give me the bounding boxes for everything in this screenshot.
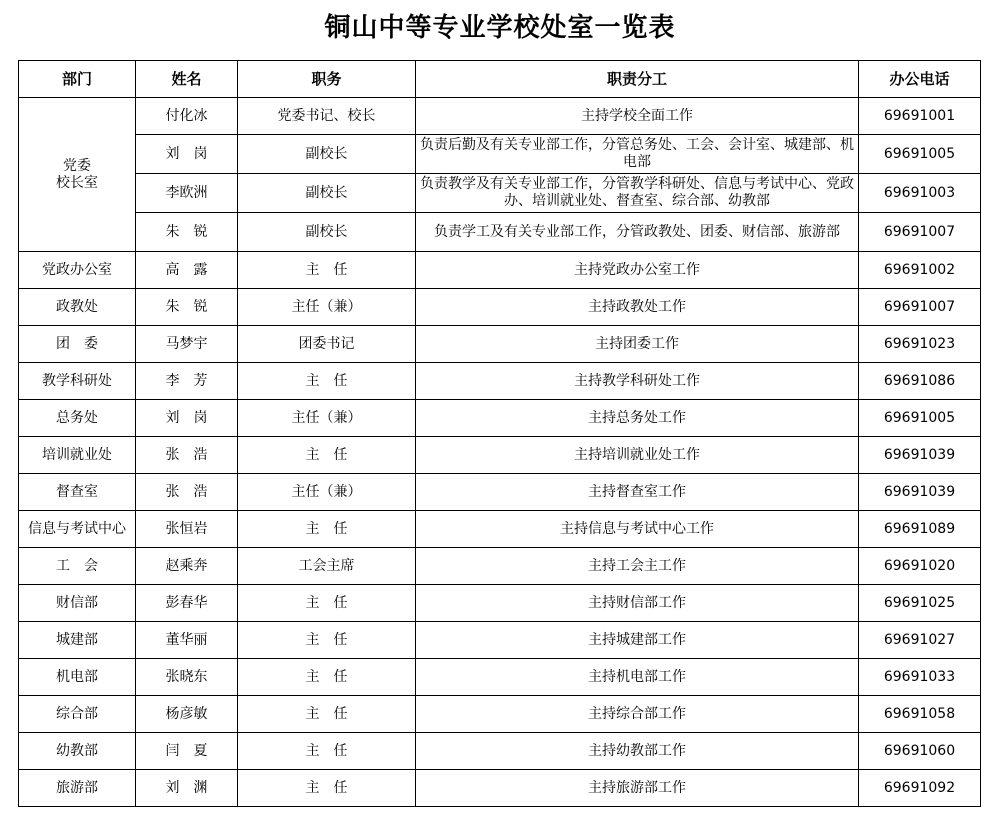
table-row (19, 363, 981, 400)
table-row (19, 213, 981, 252)
cell-name: 马梦宇 (136, 326, 238, 363)
cell-name: 朱 锐 (136, 289, 238, 326)
cell-name: 李 芳 (136, 363, 238, 400)
cell-phone: 69691003 (859, 174, 981, 213)
cell-dept: 旅游部 (19, 770, 136, 807)
cell-dept: 城建部 (19, 622, 136, 659)
cell-phone: 69691060 (859, 733, 981, 770)
cell-duty: 主持机电部工作 (416, 659, 859, 696)
cell-dept: 党政办公室 (19, 252, 136, 289)
header-position: 职务 (238, 61, 416, 98)
cell-duty: 负责后勤及有关专业部工作，分管总务处、工会、会计室、城建部、机电部 (416, 135, 859, 174)
cell-position: 工会主席 (238, 548, 416, 585)
cell-position: 主 任 (238, 733, 416, 770)
cell-duty: 主持团委工作 (416, 326, 859, 363)
cell-dept: 工 会 (19, 548, 136, 585)
cell-dept: 财信部 (19, 585, 136, 622)
cell-duty: 负责学工及有关专业部工作，分管政教处、团委、财信部、旅游部 (416, 213, 859, 252)
cell-dept: 教学科研处 (19, 363, 136, 400)
table-body (19, 98, 981, 807)
cell-dept: 培训就业处 (19, 437, 136, 474)
cell-duty: 主持幼教部工作 (416, 733, 859, 770)
cell-dept: 党委 校长室 (19, 98, 136, 252)
cell-name: 闫 夏 (136, 733, 238, 770)
page-title: 铜山中等专业学校处室一览表 (324, 13, 676, 43)
table-row (19, 252, 981, 289)
table-row (19, 289, 981, 326)
cell-name: 董华丽 (136, 622, 238, 659)
cell-position: 党委书记、校长 (238, 98, 416, 135)
cell-phone: 69691001 (859, 98, 981, 135)
cell-phone: 69691092 (859, 770, 981, 807)
cell-dept: 督查室 (19, 474, 136, 511)
cell-position: 主 任 (238, 770, 416, 807)
cell-position: 副校长 (238, 213, 416, 252)
cell-name: 朱 锐 (136, 213, 238, 252)
cell-duty: 主持督查室工作 (416, 474, 859, 511)
cell-position: 主 任 (238, 659, 416, 696)
cell-phone: 69691033 (859, 659, 981, 696)
cell-name: 赵乘奔 (136, 548, 238, 585)
header-dept: 部门 (19, 61, 136, 98)
header-row (19, 61, 981, 98)
cell-phone: 69691002 (859, 252, 981, 289)
cell-phone: 69691005 (859, 135, 981, 174)
cell-name: 张恒岩 (136, 511, 238, 548)
cell-phone: 69691086 (859, 363, 981, 400)
cell-position: 主任（兼） (238, 474, 416, 511)
table-row (19, 437, 981, 474)
cell-phone: 69691007 (859, 289, 981, 326)
cell-name: 张 浩 (136, 437, 238, 474)
table-row (19, 548, 981, 585)
table-row (19, 696, 981, 733)
cell-duty: 主持党政办公室工作 (416, 252, 859, 289)
cell-phone: 69691005 (859, 400, 981, 437)
cell-position: 主 任 (238, 252, 416, 289)
cell-position: 副校长 (238, 135, 416, 174)
cell-position: 主 任 (238, 363, 416, 400)
cell-dept: 综合部 (19, 696, 136, 733)
cell-position: 主 任 (238, 585, 416, 622)
cell-position: 主 任 (238, 511, 416, 548)
cell-dept: 幼教部 (19, 733, 136, 770)
office-roster-table (18, 60, 981, 807)
table-row (19, 659, 981, 696)
cell-position: 主 任 (238, 437, 416, 474)
cell-duty: 主持教学科研处工作 (416, 363, 859, 400)
table-row (19, 511, 981, 548)
cell-name: 付化冰 (136, 98, 238, 135)
header-name: 姓名 (136, 61, 238, 98)
table-row (19, 98, 981, 135)
cell-dept: 机电部 (19, 659, 136, 696)
cell-name: 张晓东 (136, 659, 238, 696)
cell-duty: 负责教学及有关专业部工作，分管教学科研处、信息与考试中心、党政办、培训就业处、督查室、综合部、幼教部 (416, 174, 859, 213)
cell-name: 李欧洲 (136, 174, 238, 213)
cell-phone: 69691023 (859, 326, 981, 363)
cell-name: 杨彦敏 (136, 696, 238, 733)
cell-position: 副校长 (238, 174, 416, 213)
cell-name: 刘 岗 (136, 400, 238, 437)
cell-duty: 主持城建部工作 (416, 622, 859, 659)
table-row (19, 585, 981, 622)
header-duty: 职责分工 (416, 61, 859, 98)
cell-position: 主任（兼） (238, 400, 416, 437)
cell-phone: 69691007 (859, 213, 981, 252)
table-row (19, 733, 981, 770)
cell-name: 刘 岗 (136, 135, 238, 174)
table-row (19, 770, 981, 807)
cell-duty: 主持政教处工作 (416, 289, 859, 326)
cell-duty: 主持信息与考试中心工作 (416, 511, 859, 548)
table-row (19, 326, 981, 363)
cell-phone: 69691039 (859, 474, 981, 511)
cell-position: 主 任 (238, 622, 416, 659)
cell-phone: 69691027 (859, 622, 981, 659)
cell-position: 主 任 (238, 696, 416, 733)
cell-duty: 主持工会主工作 (416, 548, 859, 585)
cell-dept: 政教处 (19, 289, 136, 326)
table-row (19, 174, 981, 213)
cell-name: 张 浩 (136, 474, 238, 511)
cell-phone: 69691089 (859, 511, 981, 548)
cell-phone: 69691025 (859, 585, 981, 622)
cell-duty: 主持学校全面工作 (416, 98, 859, 135)
cell-duty: 主持培训就业处工作 (416, 437, 859, 474)
cell-name: 彭春华 (136, 585, 238, 622)
table-row (19, 622, 981, 659)
cell-position: 团委书记 (238, 326, 416, 363)
header-phone: 办公电话 (859, 61, 981, 98)
cell-phone: 69691058 (859, 696, 981, 733)
cell-phone: 69691039 (859, 437, 981, 474)
cell-position: 主任（兼） (238, 289, 416, 326)
cell-dept: 总务处 (19, 400, 136, 437)
cell-phone: 69691020 (859, 548, 981, 585)
cell-dept: 信息与考试中心 (19, 511, 136, 548)
cell-name: 刘 渊 (136, 770, 238, 807)
cell-duty: 主持财信部工作 (416, 585, 859, 622)
cell-name: 高 露 (136, 252, 238, 289)
table-row (19, 474, 981, 511)
cell-duty: 主持综合部工作 (416, 696, 859, 733)
cell-duty: 主持旅游部工作 (416, 770, 859, 807)
cell-dept: 团 委 (19, 326, 136, 363)
table-row (19, 400, 981, 437)
table-row (19, 135, 981, 174)
cell-duty: 主持总务处工作 (416, 400, 859, 437)
